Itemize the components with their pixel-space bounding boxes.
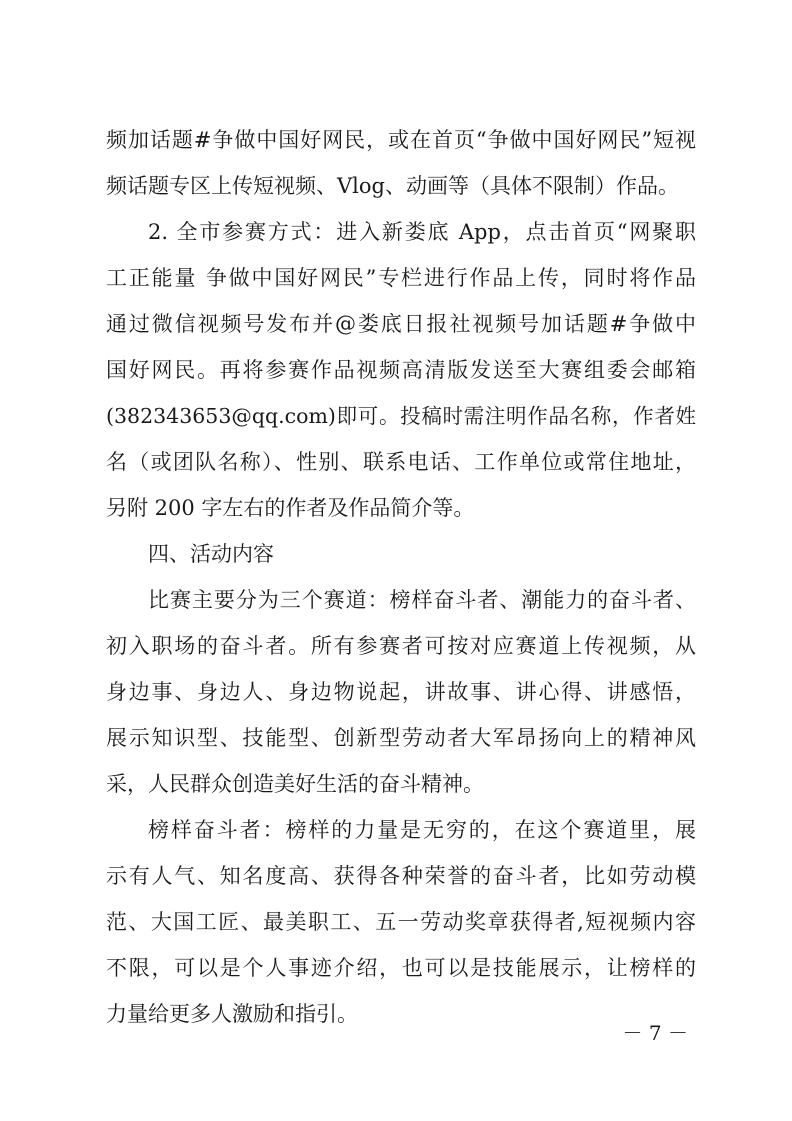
body-text-line: 不限，可以是个人事迹介绍，也可以是技能展示，让榜样的 [106,956,696,980]
body-text-line: 榜样奋斗者：榜样的力量是无穷的，在这个赛道里，展 [148,818,696,842]
body-text-line: (382343653@qq.com)即可。投稿时需注明作品名称，作者姓 [106,404,696,428]
body-text-line: 名（或团队名称）、性别、联系电话、工作单位或常住地址， [106,450,696,474]
body-text-line: 2. 全市参赛方式：进入新娄底 App，点击首页“网聚职 [148,220,696,244]
body-text-line: 通过微信视频号发布并@娄底日报社视频号加话题#争做中 [106,312,696,336]
body-text-line: 工正能量 争做中国好网民”专栏进行作品上传，同时将作品 [106,266,696,290]
body-text-line: 范、大国工匠、最美职工、五一劳动奖章获得者,短视频内容 [106,910,696,934]
body-text-line: 频话题专区上传短视频、Vlog、动画等（具体不限制）作品。 [106,174,679,198]
body-text-line: 展示知识型、技能型、创新型劳动者大军昂扬向上的精神风 [106,726,696,750]
body-text-line: 力量给更多人激励和指引。 [106,1002,358,1026]
body-text-line: 国好网民。再将参赛作品视频高清版发送至大赛组委会邮箱 [106,358,696,382]
body-text-line: 初入职场的奋斗者。所有参赛者可按对应赛道上传视频，从 [106,634,696,658]
body-text-line: 采，人民群众创造美好生活的奋斗精神。 [106,772,484,796]
body-text-line: 频加话题#争做中国好网民，或在首页“争做中国好网民”短视 [106,128,696,152]
page-number: － 7 － [622,1021,688,1045]
body-text-line: 比赛主要分为三个赛道：榜样奋斗者、潮能力的奋斗者、 [148,588,696,612]
body-text-line: 示有人气、知名度高、获得各种荣誉的奋斗者，比如劳动模 [106,864,696,888]
body-text-line: 另附 200 字左右的作者及作品简介等。 [106,496,475,520]
body-text-line: 身边事、身边人、身边物说起，讲故事、讲心得、讲感悟， [106,680,696,704]
section-heading: 四、活动内容 [148,542,274,566]
